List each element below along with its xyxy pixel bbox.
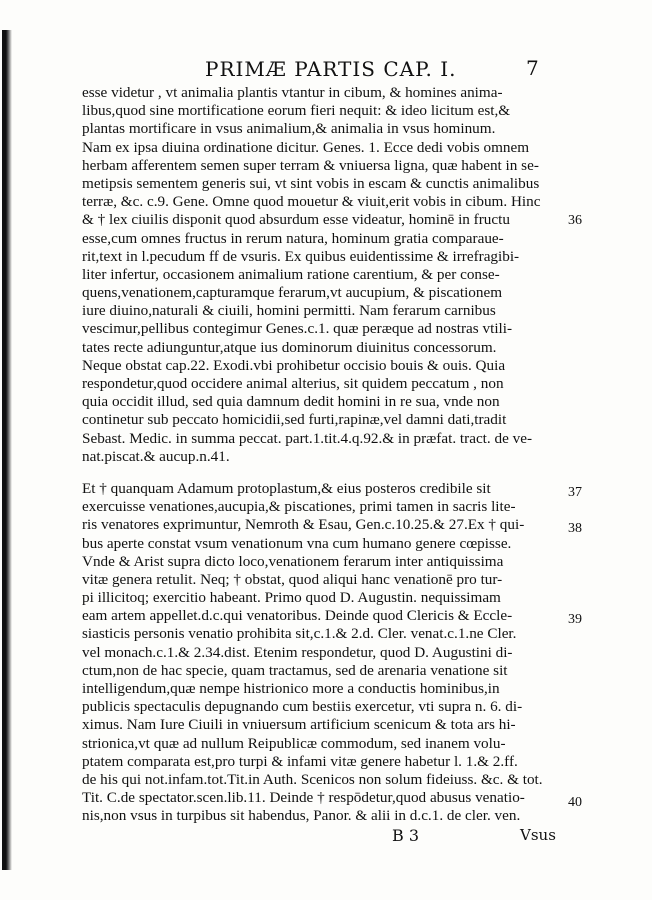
text-line: Nam ex ipsa diuina ordinatione dicitur. Genes. 1. Ecce dedi vobis omnem bbox=[82, 138, 530, 156]
text-line: publicis spectaculis depugnando cum bestiis exercetur, vti supra n. 6. di- bbox=[82, 698, 523, 716]
text-line: quens,venationem,capturamque ferarum,vt aucupium, & piscationem bbox=[82, 284, 503, 302]
text-line: respondetur,quod occidere animal alterius, sit quidem peccatum , non bbox=[82, 375, 504, 392]
margin-note-number: 38 bbox=[568, 521, 582, 536]
text-line: esse videtur , vt animalia plantis vtantur in cibum, & homines anima- bbox=[82, 84, 503, 101]
text-line: quia occidit illud, sed quia damnum dedit homini in re sua, vnde non bbox=[82, 393, 500, 411]
text-line: nat.piscat.& aucup.n.41. bbox=[82, 447, 230, 465]
text-line: esse,cum omnes fructus in rerum natura, hominum gratia comparaue- bbox=[82, 229, 504, 247]
text-line: tates recte adiunguntur,atque ius dominorum diuinitus concessorum. bbox=[82, 338, 497, 356]
text-line: herbam afferentem semen super terram & vniuersa ligna, quæ habent in se- bbox=[82, 156, 539, 174]
text-line: Et † quanquam Adamum protoplastum,& eius posteros credibile sit bbox=[82, 479, 491, 497]
paragraph-gap bbox=[82, 466, 562, 480]
text-line: continetur sub peccato homicidii,sed furti,rapinæ,vel damni dati,tradit bbox=[82, 411, 507, 429]
text-line: ximus. Nam Iure Ciuili in vniuersum artificium scenicum & tota ars hi- bbox=[82, 716, 516, 734]
running-head: PRIMÆ PARTIS CAP. I. bbox=[205, 57, 457, 81]
text-line: siasticis personis venatio prohibita sit,c.1.& 2.d. Cler. venat.c.1.ne Cler. bbox=[82, 625, 517, 643]
catchword: Vsus bbox=[520, 826, 556, 844]
margin-note-number: 37 bbox=[568, 485, 582, 500]
text-line: metipsis sementem generis sui, vt sint vobis in escam & cunctis animalibus bbox=[82, 174, 540, 192]
text-line: nis,non vsus in turpibus sit habendus, Panor. & alii in d.c.1. de cler. ven. bbox=[82, 807, 521, 825]
text-line: vel monach.c.1.& 2.34.dist. Etenim respondetur, quod D. Augustini di- bbox=[82, 643, 513, 661]
text-line: plantas mortificare in vsus animalium,& animalia in vsus hominum. bbox=[82, 120, 496, 138]
margin-note-number: 36 bbox=[568, 213, 582, 228]
text-line: & † lex ciuilis disponit quod absurdum esse videatur, hominē in fructu bbox=[82, 211, 510, 229]
text-line: vescimur,pellibus contegimur Genes.c.1. quæ peræque ad nostras vtili- bbox=[82, 320, 513, 338]
text-line: intelligendum,quæ nempe histrionico more a conductis hominibus,in bbox=[82, 680, 500, 697]
text-line: Neque obstat cap.22. Exodi.vbi prohibetur occisio bouis & ouis. Quia bbox=[82, 356, 506, 374]
paragraph-1 bbox=[82, 84, 562, 466]
text-line: ris venatores exprimuntur, Nemroth & Esau, Gen.c.10.25.& 27.Ex † qui- bbox=[82, 516, 525, 534]
body-text bbox=[82, 84, 562, 826]
text-line: iure diuino,naturali & ciuili, homini permitti. Nam ferarum carnibus bbox=[82, 302, 496, 320]
signature-mark: B 3 bbox=[392, 826, 420, 845]
text-line: Sebast. Medic. in summa peccat. part.1.tit.4.q.92.& in præfat. tract. de ve- bbox=[82, 429, 533, 447]
text-line: rit,text in l.pecudum ff de vsuris. Ex quibus euidentissime & irrefragibi- bbox=[82, 247, 520, 265]
paragraph-2 bbox=[82, 480, 562, 826]
text-line: ctum,non de hac specie, quam tractamus, sed de arenaria venatione sit bbox=[82, 661, 508, 679]
page-number: 7 bbox=[526, 56, 539, 80]
text-line: liter infertur, occasionem animalium ratione carentium, & per conse- bbox=[82, 265, 500, 283]
text-line: de his qui not.infam.tot.Tit.in Auth. Scenicos non solum fideiuss. &c. & tot. bbox=[82, 770, 543, 788]
text-line: vitæ genera retulit. Neq; † obstat, quod aliqui hanc venationē pro tur- bbox=[82, 570, 503, 588]
text-line: eam artem appellet.d.c.qui venatoribus. Deinde quod Clericis & Eccle- bbox=[82, 607, 513, 625]
text-line: terræ, &c. c.9. Gene. Omne quod mouetur & viuit,erit vobis in cibum. Hinc bbox=[82, 193, 541, 211]
margin-note-number: 39 bbox=[568, 612, 582, 627]
text-line: libus,quod sine mortificatione eorum fieri nequit: & ideo licitum est,& bbox=[82, 102, 511, 120]
text-line: exercuisse venationes,aucupia,& piscationes, primi tamen in sacris lite- bbox=[82, 498, 516, 516]
text-line: Tit. C.de spectator.scen.lib.11. Deinde † respōdetur,quod abusus venatio- bbox=[82, 789, 525, 807]
text-line: ptatem comparata est,pro turpi & infami vitæ genere habetur l. 1.& 2.ff. bbox=[82, 752, 518, 770]
text-line: pi illicitoq; exercitio habeant. Primo quod D. Augustin. nequissimam bbox=[82, 589, 501, 607]
page-gutter-edge bbox=[2, 30, 12, 870]
margin-note-number: 40 bbox=[568, 795, 582, 810]
text-line: Vnde & Arist supra dicto loco,venationem ferarum inter antiquissima bbox=[82, 552, 504, 570]
text-line: bus aperte constat vsum venationum vna cum humano genere cœpisse. bbox=[82, 534, 512, 552]
text-line: strionica,vt quæ ad nullum Reipublicæ commodum, sed inanem volu- bbox=[82, 734, 506, 752]
